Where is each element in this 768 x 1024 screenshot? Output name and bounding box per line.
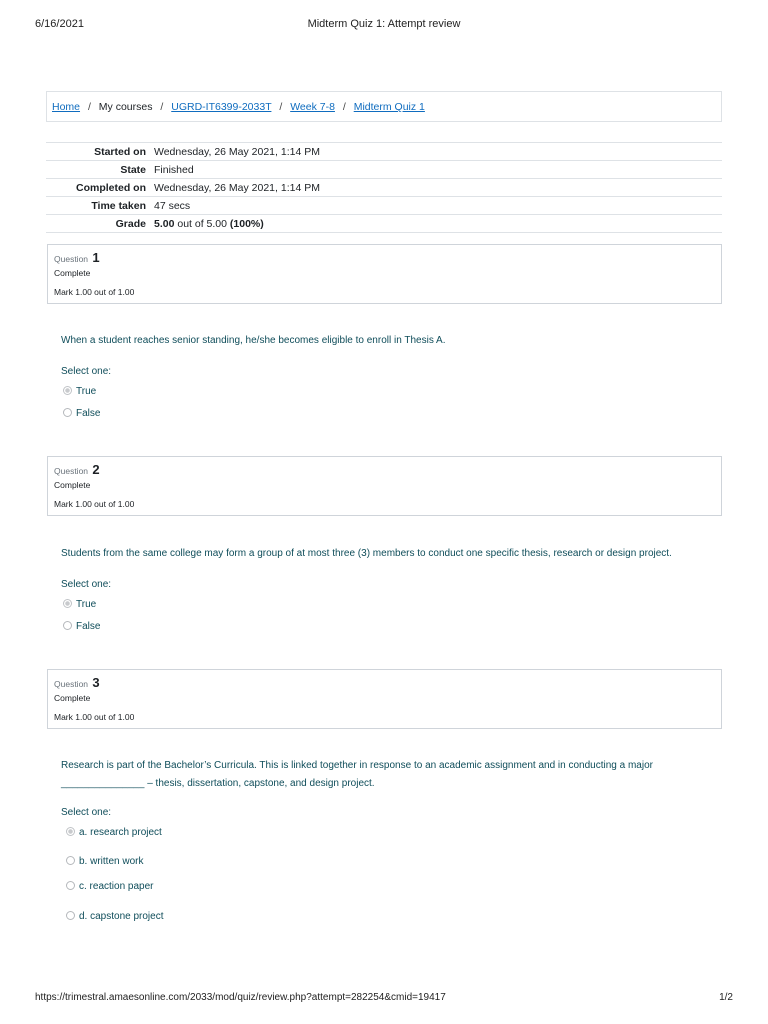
radio-checked-icon[interactable] — [63, 599, 72, 608]
breadcrumb-quiz-link[interactable]: Midterm Quiz 1 — [353, 101, 425, 113]
breadcrumb-separator: / — [160, 101, 164, 113]
breadcrumb-separator: / — [87, 101, 91, 113]
print-title: Midterm Quiz 1: Attempt review — [307, 18, 461, 30]
question-2-option-true[interactable] — [63, 598, 96, 612]
summary-label: Time taken — [91, 199, 146, 212]
question-1-prompt: Select one: — [61, 366, 112, 377]
question-2-text: Students from the same college may form a group of at most three (3) members to conduct one specific thesis, research or design project. — [61, 548, 672, 559]
grade-percent: (100%) — [229, 217, 264, 230]
breadcrumb — [46, 91, 722, 122]
summary-row-completed — [46, 179, 722, 197]
summary-value — [154, 215, 722, 233]
question-2-option-false[interactable] — [63, 620, 100, 634]
question-3-option-b[interactable] — [66, 855, 143, 869]
print-page-count: 1/2 — [719, 992, 733, 1003]
radio-unchecked-icon[interactable] — [66, 911, 75, 920]
question-number-value: 3 — [92, 675, 100, 690]
radio-checked-icon[interactable] — [66, 827, 75, 836]
summary-value: Wednesday, 26 May 2021, 1:14 PM — [154, 181, 320, 194]
print-header — [0, 18, 768, 32]
question-label: Question — [54, 679, 89, 689]
breadcrumb-separator: / — [279, 101, 283, 113]
summary-row-grade — [46, 215, 722, 233]
question-3-text — [61, 757, 721, 793]
question-number-value: 1 — [92, 250, 100, 265]
question-2-info — [47, 456, 722, 516]
radio-unchecked-icon[interactable] — [63, 621, 72, 630]
breadcrumb-home-link[interactable]: Home — [52, 101, 81, 113]
breadcrumb-separator: / — [342, 101, 346, 113]
print-date: 6/16/2021 — [35, 18, 84, 30]
question-1-option-true[interactable] — [63, 385, 96, 399]
grade-out-of: out of 5.00 — [177, 217, 227, 230]
question-number-value: 2 — [92, 462, 100, 477]
option-label: c. reaction paper — [79, 881, 154, 892]
question-1-text: When a student reaches senior standing, he/she becomes eligible to enroll in Thesis A. — [61, 335, 446, 346]
question-mark: Mark 1.00 out of 1.00 — [54, 712, 135, 722]
option-label: d. capstone project — [79, 911, 164, 922]
question-1-option-false[interactable] — [63, 407, 100, 421]
option-label: b. written work — [79, 856, 144, 867]
question-label: Question — [54, 254, 89, 264]
question-3-text-line-2: _______________ – thesis, dissertation, capstone, and design project. — [61, 778, 375, 789]
attempt-summary-table — [46, 142, 722, 233]
summary-label: State — [120, 163, 146, 176]
question-3-text-line-1: Research is part of the Bachelor’s Curricula. This is linked together in response to an academic assignment and in conducting a major — [61, 760, 653, 771]
question-label: Question — [54, 466, 89, 476]
question-number — [54, 250, 715, 266]
radio-checked-icon[interactable] — [63, 386, 72, 395]
radio-unchecked-icon[interactable] — [66, 856, 75, 865]
question-state: Complete — [54, 693, 91, 703]
summary-value: 47 secs — [154, 199, 191, 212]
question-1-info — [47, 244, 722, 304]
question-state: Complete — [54, 480, 91, 490]
breadcrumb-course-link[interactable]: UGRD-IT6399-2033T — [171, 101, 272, 113]
question-state: Complete — [54, 268, 91, 278]
option-label: False — [76, 621, 101, 632]
grade-score: 5.00 — [154, 217, 175, 230]
option-label: True — [76, 599, 97, 610]
summary-row-time-taken — [46, 197, 722, 215]
breadcrumb-week-link[interactable]: Week 7-8 — [290, 101, 335, 113]
question-3-option-c[interactable] — [66, 880, 154, 894]
question-2-prompt: Select one: — [61, 579, 112, 590]
breadcrumb-my-courses: My courses — [98, 101, 153, 113]
question-mark: Mark 1.00 out of 1.00 — [54, 287, 135, 297]
question-number — [54, 462, 715, 478]
question-3-info — [47, 669, 722, 729]
question-number — [54, 675, 715, 691]
summary-value: Finished — [154, 163, 194, 176]
radio-unchecked-icon[interactable] — [63, 408, 72, 417]
summary-row-state — [46, 161, 722, 179]
summary-label: Completed on — [76, 181, 146, 194]
print-url: https://trimestral.amaesonline.com/2033/mod/quiz/review.php?attempt=282254&cmid=19417 — [35, 992, 446, 1003]
question-3-option-d[interactable] — [66, 910, 164, 924]
option-label: a. research project — [79, 827, 162, 838]
print-footer — [0, 992, 768, 1006]
summary-label: Grade — [115, 217, 146, 230]
question-3-option-a[interactable] — [66, 826, 162, 840]
question-3-prompt: Select one: — [61, 807, 112, 818]
summary-value: Wednesday, 26 May 2021, 1:14 PM — [154, 145, 320, 158]
summary-label: Started on — [94, 145, 146, 158]
option-label: True — [76, 386, 97, 397]
summary-row-started — [46, 143, 722, 161]
radio-unchecked-icon[interactable] — [66, 881, 75, 890]
option-label: False — [76, 408, 101, 419]
question-mark: Mark 1.00 out of 1.00 — [54, 499, 135, 509]
